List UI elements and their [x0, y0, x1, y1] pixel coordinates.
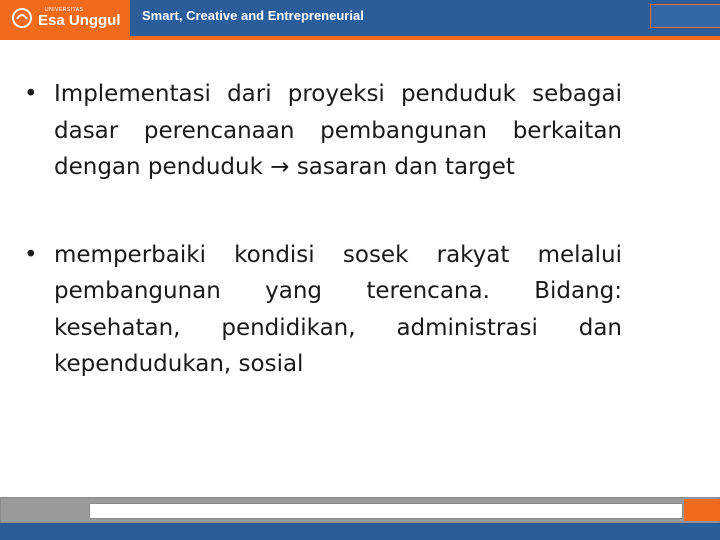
bullet-text-part: sasaran dan target [289, 154, 515, 180]
arrow-right-icon: → [270, 154, 290, 180]
slide-body [24, 76, 622, 434]
logo-name: Esa Unggul [38, 12, 121, 29]
slide-header [0, 0, 720, 44]
footer-inner-bar [89, 503, 683, 519]
slide-footer [0, 497, 720, 540]
bullet-text: memperbaiki kondisi sosek rakyat melalui pembangunan yang terencana. Bidang: kesehatan, pendidikan, administrasi dan kependudukan, sosial [54, 241, 622, 377]
footer-frame [0, 497, 720, 523]
bullet-text-part: Implementasi dari proyeksi penduduk sebagai dasar perencanaan pembangunan berkaitan dengan penduduk [54, 81, 622, 180]
tagline-bar [130, 0, 720, 40]
footer-band [0, 523, 720, 540]
bullet-marker: • [24, 81, 38, 107]
university-logo-icon [11, 7, 33, 29]
bullet-item [24, 237, 622, 383]
bullet-item [24, 76, 622, 186]
logo-caption: UNIVERSITAS [45, 7, 84, 13]
university-logo [0, 0, 130, 40]
header-decoration [650, 4, 720, 28]
tagline: Smart, Creative and Entrepreneurial [142, 8, 364, 23]
bullet-marker: • [24, 241, 38, 268]
footer-accent [684, 499, 720, 521]
